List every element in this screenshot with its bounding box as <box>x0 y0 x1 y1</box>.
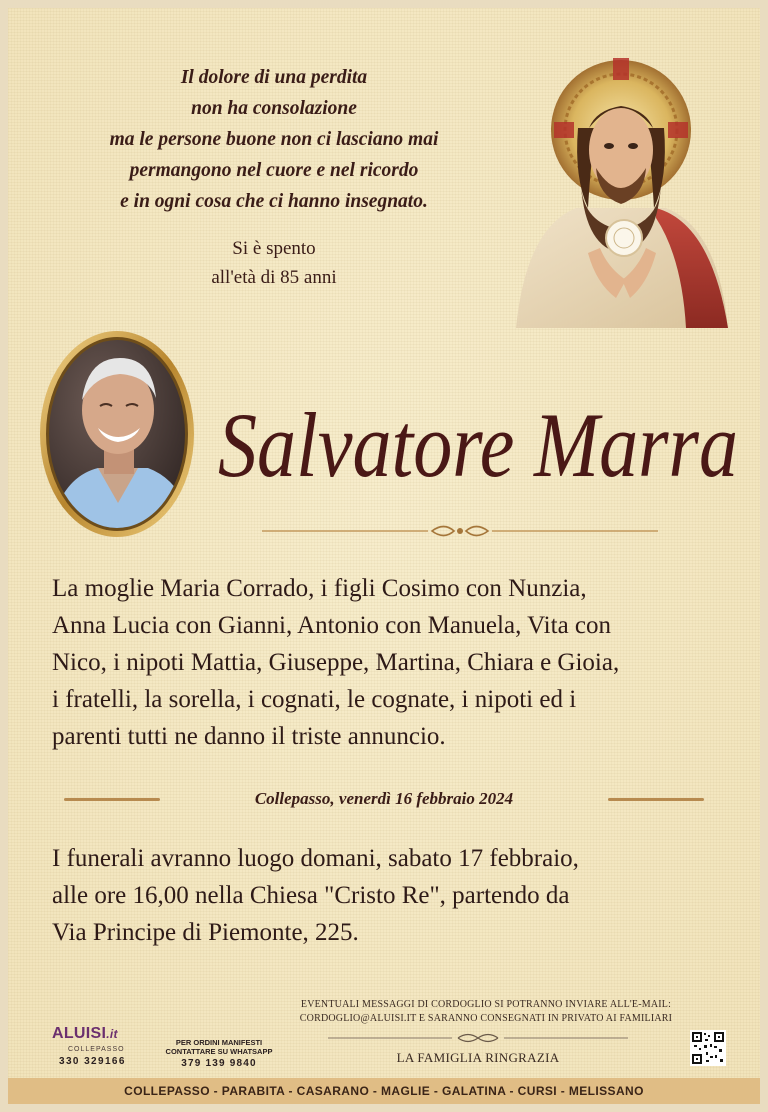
announcement-line: Nico, i nipoti Mattia, Giuseppe, Martina, Chiara e Gioia, <box>52 649 620 676</box>
family-thanks: LA FAMIGLIA RINGRAZIA <box>396 1050 560 1065</box>
footer-towns: COLLEPASSO - PARABITA - CASARANO - MAGLIE - GALATINA - CURSI - MELISSANO <box>124 1084 644 1098</box>
whatsapp-phone: 379 139 9840 <box>181 1058 257 1069</box>
agency-logo <box>52 1025 162 1073</box>
agency-brand-suffix: .it <box>106 1027 118 1041</box>
whatsapp-label: CONTATTARE SU WHATSAPP <box>165 1047 273 1056</box>
condolence-line: CORDOGLIO@ALUISI.IT E SARANNO CONSEGNATI IN PRIVATO AI FAMILIARI <box>299 1013 673 1024</box>
date-divider-left <box>64 798 160 801</box>
agency-phone: 330 329166 <box>59 1056 126 1067</box>
quote-line: e in ogni cosa che ci hanno insegnato. <box>120 191 428 212</box>
funeral-line: alle ore 16,00 nella Chiesa "Cristo Re", partendo da <box>52 882 570 909</box>
announcement-line: i fratelli, la sorella, i cognati, le cognate, i nipoti ed i <box>52 686 577 713</box>
ornament-divider-small-icon <box>328 1030 628 1046</box>
announcement-line: La moglie Maria Corrado, i figli Cosimo con Nunzia, <box>52 575 587 602</box>
whatsapp-label: PER ORDINI MANIFESTI <box>175 1038 263 1047</box>
agency-brand <box>52 1025 118 1043</box>
sacred-heart-image-icon <box>496 58 732 328</box>
footer-band <box>8 1078 760 1104</box>
announcement-line: Anna Lucia con Gianni, Antonio con Manuela, Vita con <box>52 612 612 639</box>
death-line: Si è spento <box>232 238 316 259</box>
agency-brand-name: ALUISI <box>52 1025 107 1042</box>
deceased-portrait-icon <box>38 328 196 540</box>
deceased-name <box>208 348 748 508</box>
date-divider-right <box>608 798 704 801</box>
quote-line: non ha consolazione <box>191 98 357 119</box>
memorial-quote <box>44 62 504 217</box>
announcement-text <box>52 570 734 755</box>
funeral-notice <box>8 8 760 1104</box>
deceased-name-text: Salvatore Marra <box>218 394 738 496</box>
quote-line: Il dolore di una perdita <box>180 67 368 88</box>
quote-line: permangono nel cuore e nel ricordo <box>129 160 419 181</box>
quote-line: ma le persone buone non ci lasciano mai <box>109 129 439 150</box>
age-line: all'età di 85 anni <box>211 267 337 288</box>
agency-town: COLLEPASSO <box>68 1046 125 1053</box>
place-date-row <box>64 784 704 814</box>
funeral-details <box>52 840 734 951</box>
place-date: Collepasso, venerdì 16 febbraio 2024 <box>254 789 514 808</box>
whatsapp-contact <box>158 1038 280 1069</box>
announcement-line: parenti tutti ne danno il triste annuncio. <box>52 723 446 750</box>
ornament-divider-icon <box>258 520 662 542</box>
funeral-line: Via Principe di Piemonte, 225. <box>52 919 359 946</box>
condolence-line: EVENTUALI MESSAGGI DI CORDOGLIO SI POTRANNO INVIARE ALL'E-MAIL: <box>300 999 672 1010</box>
funeral-line: I funerali avranno luogo domani, sabato 17 febbraio, <box>52 845 579 872</box>
death-age <box>144 234 404 292</box>
qr-code-icon[interactable] <box>690 1030 726 1066</box>
condolence-message <box>276 998 696 1026</box>
